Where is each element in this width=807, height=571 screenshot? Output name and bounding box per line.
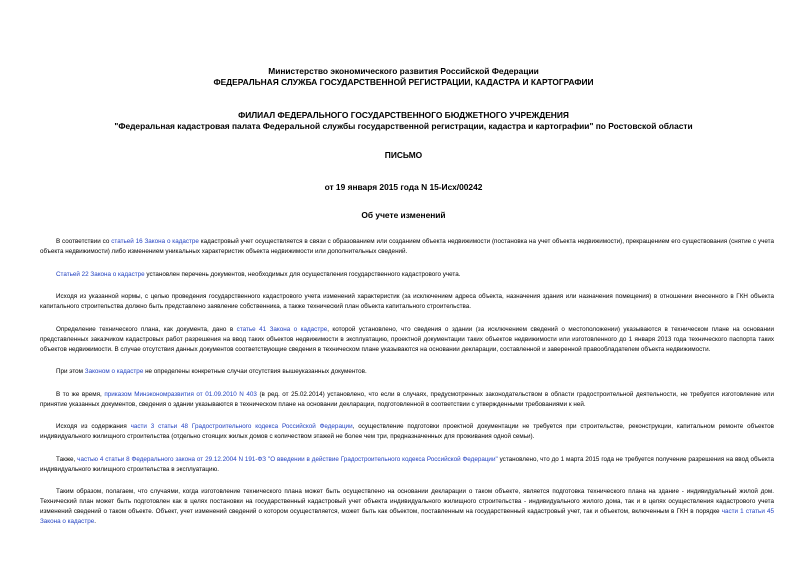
paragraph-text: При этом — [56, 368, 85, 375]
paragraph-text: . — [94, 518, 96, 525]
paragraph-text: установлен перечень документов, необходимых для осуществления государственного кадастрового учета. — [144, 270, 461, 278]
paragraph — [40, 455, 774, 475]
branch-title: ФИЛИАЛ ФЕДЕРАЛЬНОГО ГОСУДАРСТВЕННОГО БЮДЖЕТНОГО УЧРЕЖДЕНИЯ — [238, 110, 569, 120]
legal-reference-link[interactable]: Законом о кадастре — [84, 368, 144, 375]
paragraph-text: Исходя из указанной нормы, с целью проведения государственного кадастрового учета изменений характеристик (за исключением адреса объекта, назначения здания или назначения помещения) в отношении внесенного в ГКН объекта капитального строительства должно быть представлено заявление собственника, а также технический план объекта капитального строительства. — [40, 293, 774, 310]
paragraph-text: Исходя из содержания — [56, 423, 131, 430]
legal-reference-link[interactable]: статьей 16 Закона о кадастре — [111, 238, 199, 245]
paragraph-text: Также, — [56, 455, 78, 463]
document-date-number: от 19 января 2015 года N 15-Исх/00242 — [324, 182, 483, 192]
issuer-block — [0, 66, 807, 88]
paragraph — [40, 325, 774, 355]
legal-reference-link[interactable]: статье 41 Закона о кадастре — [236, 325, 328, 333]
service-name: ФЕДЕРАЛЬНАЯ СЛУЖБА ГОСУДАРСТВЕННОЙ РЕГИСТРАЦИИ, КАДАСТРА И КАРТОГРАФИИ — [213, 77, 594, 87]
legal-reference-link[interactable]: частью 4 статьи 8 Федерального закона от 29.12.2004 N 191-ФЗ "О введении в действие Градостроительного кодекса Российской Федерации" — [77, 455, 498, 463]
document-subject: Об учете изменений — [361, 210, 446, 220]
paragraph-text: кадастровый учет осуществляется в связи с образованием или созданием объекта недвижимости (постановка на учет объекта недвижимости), прекращением его существования (снятие с учета объекта недвижимости) либо изменением уникальных характеристик объекта недвижимости или дополнительных сведений. — [40, 238, 774, 255]
paragraph — [40, 367, 774, 377]
paragraph-text: (в ред. от 25.02.2014) установлено, что если в случаях, предусмотренных законодательством в области градостроительной деятельности, не требуется изготовление или принятие указанных документов, сведения о здании указываются в техническом плане на основании декларации, подготовленной в соответствии с утвержденными требованиями к ней. — [40, 390, 774, 408]
paragraph-text: Таким образом, полагаем, что случаями, когда изготовление технического плана может быть осуществлено на основании декларации о таком объекте, является подготовка технического плана на здание - индивидуальный жилой дом. Технический план может быть подготовлен как в целях постановки на государственный кадастровый учет объекта индивидуального жилищного строительства - индивидуального жилого дома, так и в целях осуществления кадастрового учета изменений сведений о таком объекте. Объект, учет изменений сведений о котором осуществляется, может быть как объектом, поставленным на государственный кадастровый учет, так и объектом, включенным в ГКН в порядке — [40, 488, 774, 515]
branch-name: "Федеральная кадастровая палата Федеральной службы государственной регистрации, кадастра и картографии" по Ростовской области — [114, 121, 693, 131]
paragraph — [40, 237, 774, 257]
paragraph — [40, 422, 774, 442]
legal-reference-link[interactable]: Статьей 22 Закона о кадастре — [56, 270, 145, 278]
legal-reference-link[interactable]: части 3 статьи 48 Градостроительного кодекса Российской Федерации — [130, 423, 353, 430]
paragraph — [40, 390, 774, 410]
legal-reference-link[interactable]: приказом Минэкономразвития от 01.09.2010 N 403 — [104, 390, 257, 398]
paragraph-text: , осуществление подготовки проектной документации не требуется при строительстве, реконструкции, капитальном ремонте объектов индивидуального жилищного строительства (отдельно стоящих жилых домов с количеством этажей не более чем три, предназначенных для проживания одной семьи). — [40, 423, 774, 440]
paragraph-text: В соответствии со — [56, 238, 112, 245]
paragraph-text: установлено, что до 1 марта 2015 года не требуется получение разрешения на ввод объекта индивидуального жилищного строительства в эксплуатацию. — [40, 455, 774, 473]
paragraph — [40, 292, 774, 312]
legal-reference-link[interactable]: части 1 статьи 45 Закона о кадастре — [40, 508, 774, 525]
ministry-name: Министерство экономического развития Российской Федерации — [268, 66, 539, 76]
paragraph-text: В то же время, — [56, 390, 105, 398]
document-body — [40, 237, 774, 540]
paragraph — [40, 270, 774, 280]
document-type: ПИСЬМО — [384, 150, 423, 160]
paragraph-text: не определены конкретные случаи отсутствия вышеуказанных документов. — [143, 368, 367, 375]
branch-block — [0, 110, 807, 132]
paragraph-text: Определение технического плана, как документа, дано в — [56, 325, 237, 333]
paragraph — [40, 487, 774, 527]
paragraph-text: , которой установлено, что сведения о здании (за исключением сведений о местоположении) указываются в техническом плане на основании представленных заказчиком кадастровых работ разрешения на ввод таких объектов недвижимости в эксплуатацию, проектной документации таких объектов недвижимости или изготовленного до 1 января 2013 года технического паспорта таких объектов недвижимости. В случае отсутствия данных документов соответствующие сведения в техническом плане указываются на основании декларации, составленной и заверенной правообладателем объекта недвижимости. — [40, 325, 774, 353]
